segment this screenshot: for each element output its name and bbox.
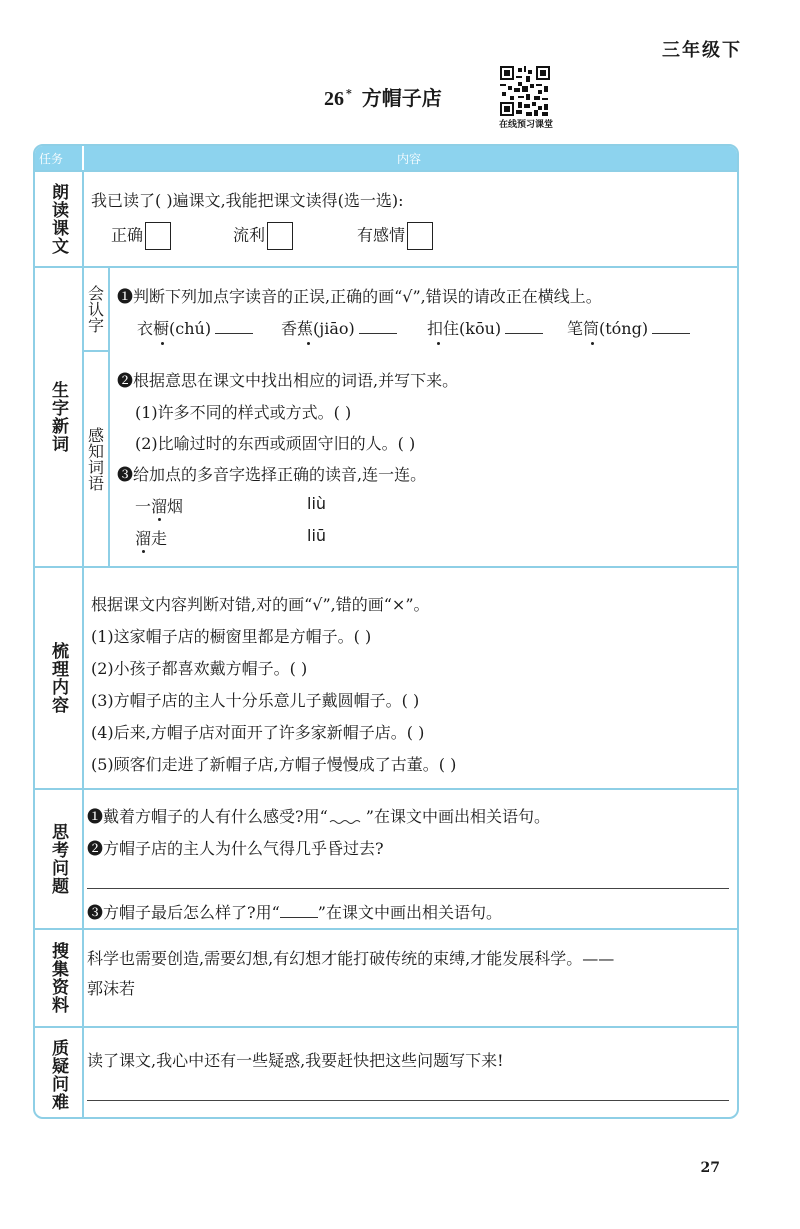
- emphasis-dot: [142, 550, 145, 553]
- pinyin-item: 香蕉(jiāo): [281, 316, 397, 339]
- lesson-title: [324, 82, 442, 111]
- match-left-item[interactable]: 溜走: [135, 529, 168, 548]
- sort-intro: 根据课文内容判断对错,对的画“√”,错的画“×”。: [91, 595, 430, 614]
- match-left-item[interactable]: 一溜烟: [135, 497, 184, 516]
- think-q3: ❸方帽子最后怎么样了?用“ ”在课文中画出相关语句。: [87, 903, 502, 922]
- vocab-q2-a: (1)许多不同的样式或方式。( ): [135, 403, 352, 422]
- row-question: [35, 1026, 737, 1119]
- vocab-q3: ❸给加点的多音字选择正确的读音,连一连。: [117, 465, 427, 484]
- answer-line[interactable]: [87, 888, 729, 889]
- reading-option-correct[interactable]: 正确: [111, 222, 171, 250]
- qr-caption: 在线预习课堂: [498, 120, 553, 130]
- row-collect: [35, 928, 737, 1026]
- think-q2: ❷方帽子店的主人为什么气得几乎昏过去?: [87, 839, 384, 858]
- emphasis-dot: [161, 342, 164, 345]
- emphasis-dot: [307, 342, 310, 345]
- row-label: 搜集资料: [35, 930, 84, 1026]
- answer-blank[interactable]: [359, 332, 397, 334]
- sort-item: (1)这家帽子店的橱窗里都是方帽子。( ): [91, 627, 372, 646]
- answer-line[interactable]: [87, 1100, 729, 1101]
- grade-label: 三年级下: [662, 40, 742, 61]
- wavy-line-icon: [328, 810, 366, 824]
- row-sort: [35, 566, 737, 788]
- lesson-title-text: 方帽子店: [361, 86, 442, 110]
- column-content: 内容: [397, 152, 422, 166]
- checkbox-emotion[interactable]: [407, 222, 433, 250]
- page-number: 27: [700, 1160, 720, 1176]
- sublabel-recognize: 会认字: [82, 268, 110, 352]
- row-label: 思考问题: [35, 790, 84, 928]
- vocab-q2: ❷根据意思在课文中找出相应的词语,并写下来。: [117, 371, 459, 390]
- header-divider: [82, 146, 84, 170]
- row-reading: [35, 170, 737, 266]
- column-task: 任务: [39, 152, 64, 166]
- sort-item: (2)小孩子都喜欢戴方帽子。( ): [91, 659, 308, 678]
- row-label: 生字新词: [35, 268, 84, 566]
- emphasis-dot: [158, 518, 161, 521]
- answer-blank[interactable]: [652, 332, 690, 334]
- row-label: 质疑问难: [35, 1028, 84, 1119]
- collect-quote: 科学也需要创造,需要幻想,有幻想才能打破传统的束缚,才能发展科学。——: [87, 949, 615, 968]
- think-q1: ❶戴着方帽子的人有什么感受?用“ ”在课文中画出相关语句。: [87, 807, 550, 826]
- question-prompt: 读了课文,我心中还有一些疑惑,我要赶快把这些问题写下来!: [87, 1051, 504, 1070]
- vocab-q2-b: (2)比喻过时的东西或顽固守旧的人。( ): [135, 434, 416, 453]
- answer-blank[interactable]: [505, 332, 543, 334]
- lesson-mark: *: [346, 87, 352, 101]
- sort-item: (4)后来,方帽子店对面开了许多家新帽子店。( ): [91, 723, 425, 742]
- reading-prompt: 我已读了( )遍课文,我能把课文读得(选一选):: [91, 191, 404, 210]
- sort-item: (5)顾客们走进了新帽子店,方帽子慢慢成了古董。( ): [91, 755, 457, 774]
- pinyin-item: 扣住(kōu): [427, 316, 543, 339]
- pinyin-item: 笔筒(tóng): [567, 316, 690, 339]
- sublabel-perceive: 感知词语: [82, 352, 110, 566]
- checkbox-fluent[interactable]: [267, 222, 293, 250]
- table-header: [35, 146, 737, 170]
- task-table: [33, 144, 739, 1119]
- sort-item: (3)方帽子店的主人十分乐意儿子戴圆帽子。( ): [91, 691, 420, 710]
- collect-author: 郭沫若: [87, 979, 136, 998]
- row-vocab: [35, 266, 737, 566]
- emphasis-dot: [591, 342, 594, 345]
- row-think: [35, 788, 737, 928]
- reading-option-emotion[interactable]: 有感情: [357, 222, 433, 250]
- checkbox-correct[interactable]: [145, 222, 171, 250]
- row-label: 朗读课文: [35, 172, 84, 266]
- match-right-item[interactable]: liū: [307, 526, 327, 545]
- pinyin-item: 衣橱(chú): [137, 316, 253, 339]
- emphasis-dot: [437, 342, 440, 345]
- vocab-q1: ❶判断下列加点字读音的正误,正确的画“√”,错误的请改正在横线上。: [117, 287, 602, 306]
- match-right-item[interactable]: liù: [307, 494, 327, 513]
- lesson-number: 26: [324, 88, 344, 110]
- answer-blank[interactable]: [215, 332, 253, 334]
- qr-code-icon[interactable]: [500, 66, 550, 116]
- row-label: 梳理内容: [35, 568, 84, 788]
- reading-option-fluent[interactable]: 流利: [233, 222, 293, 250]
